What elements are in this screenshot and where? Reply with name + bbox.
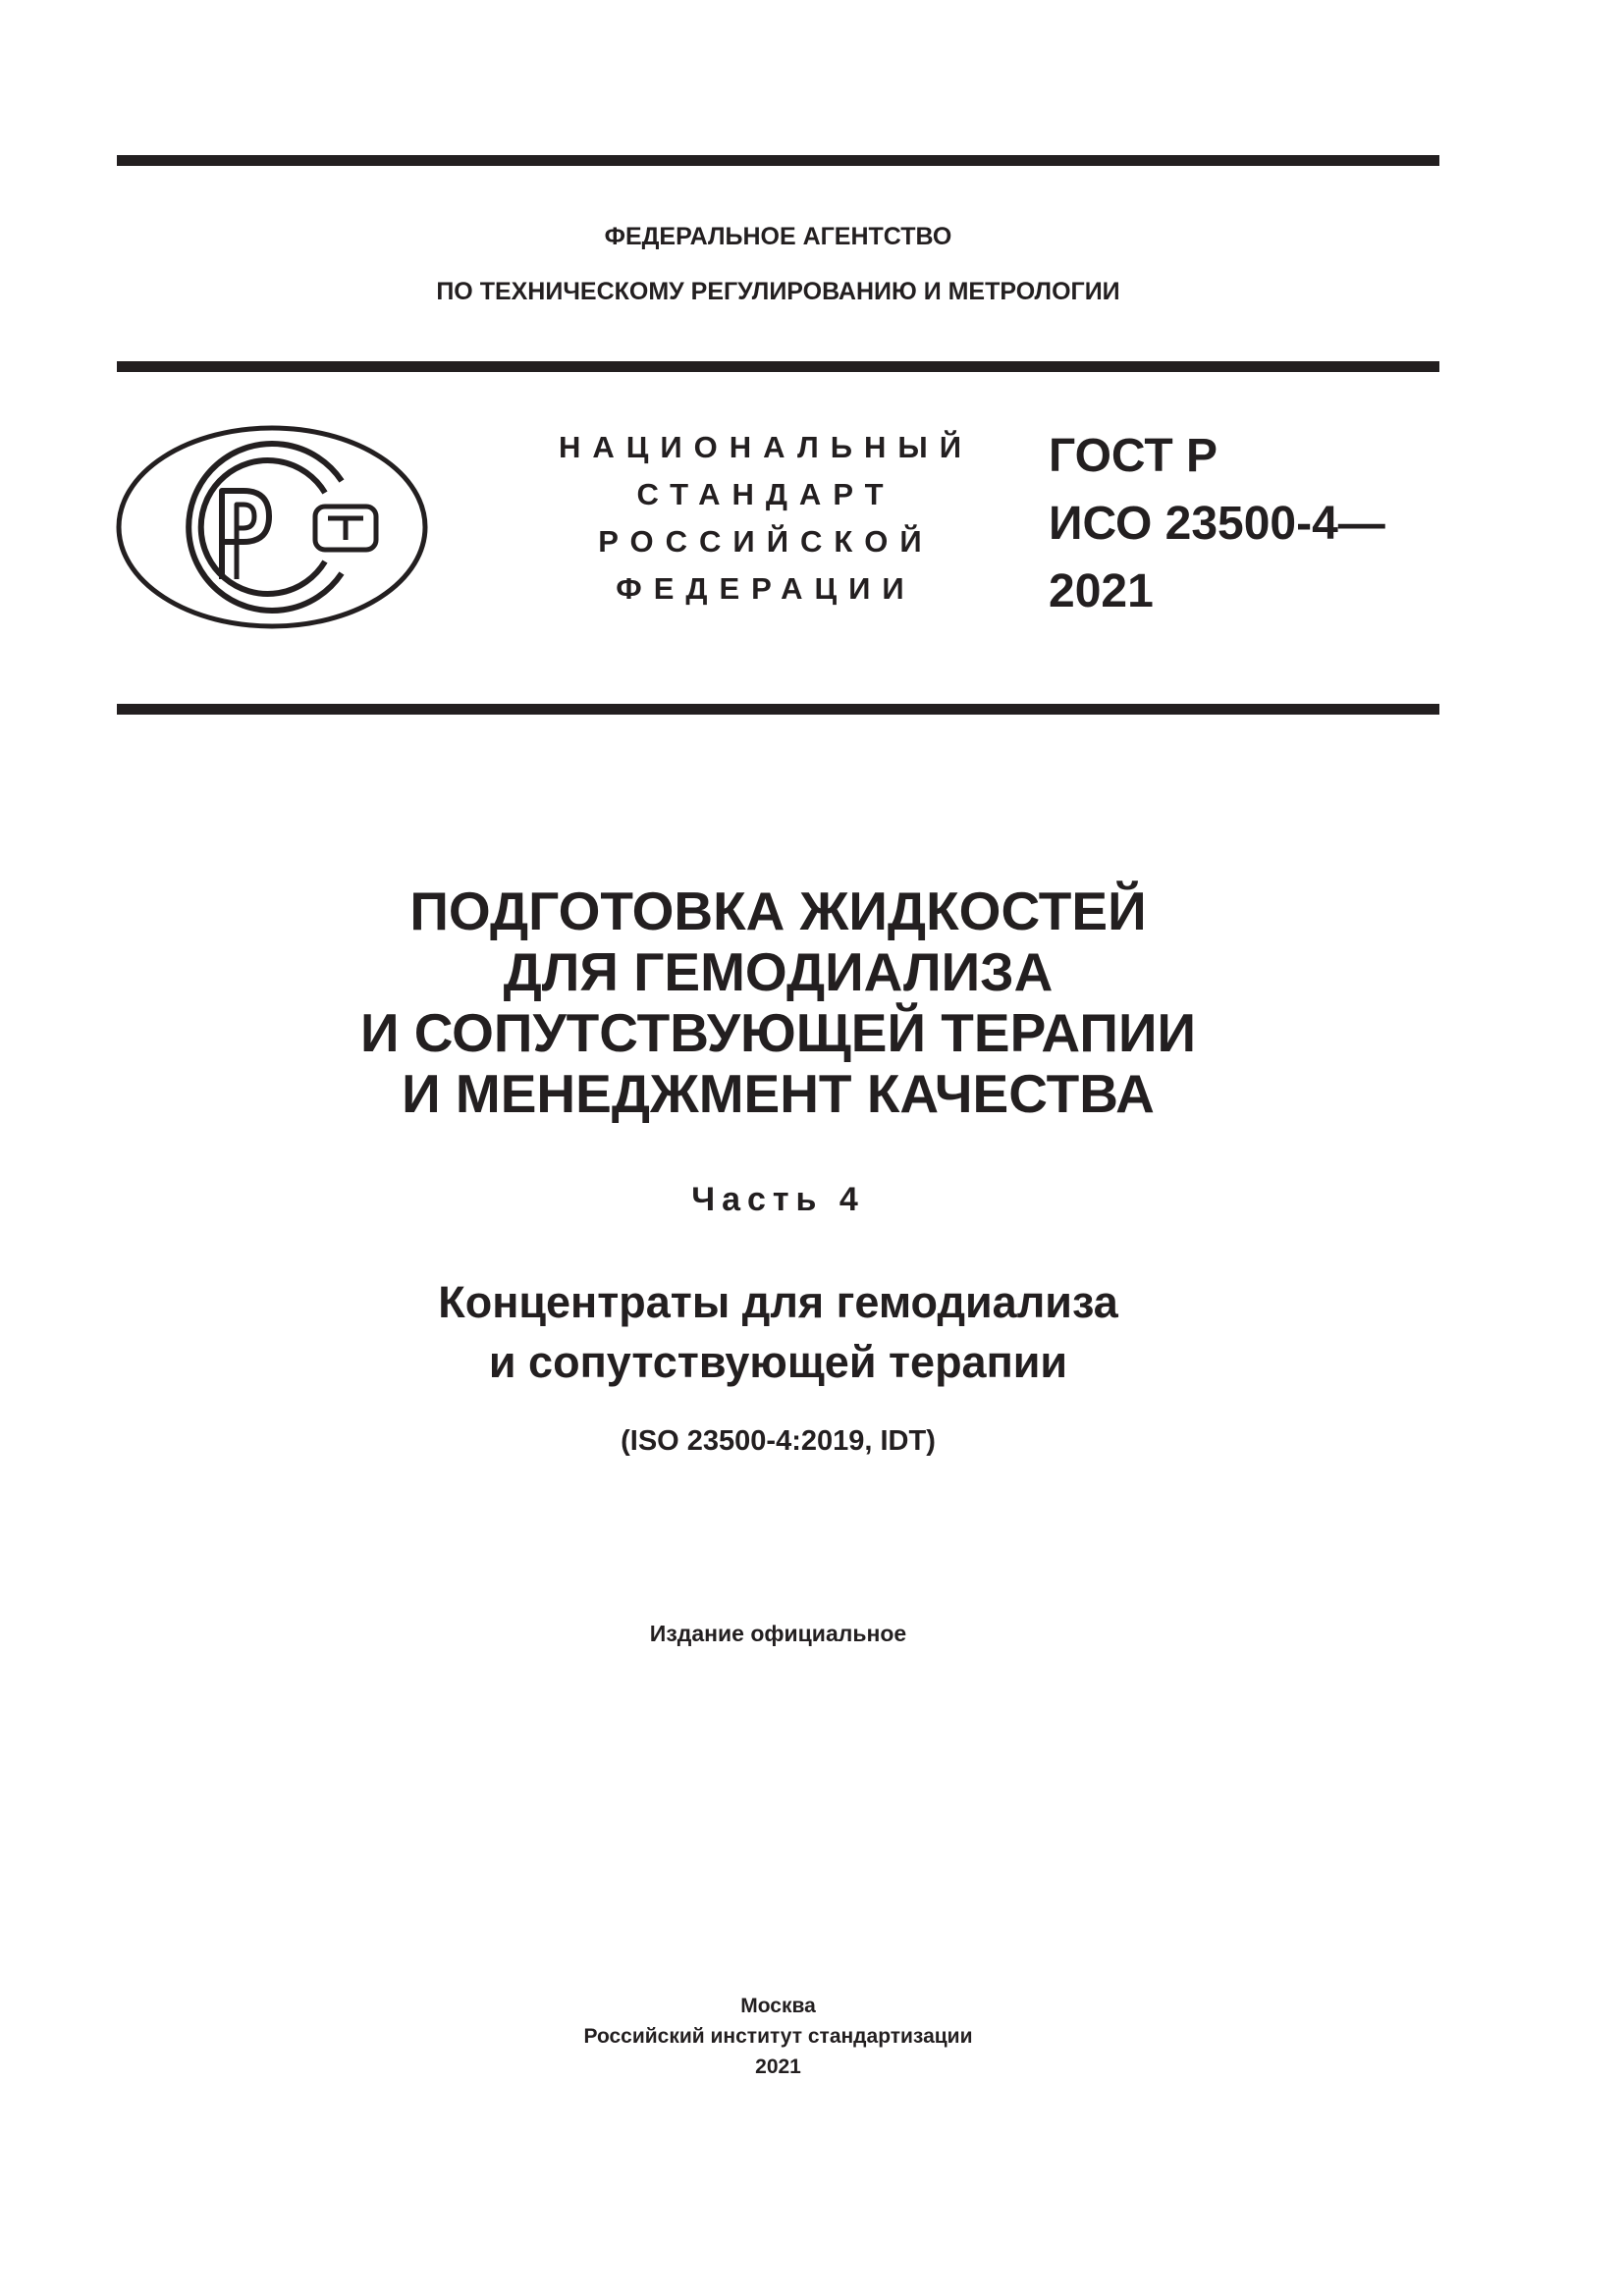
standard-type-line-2: СТАНДАРТ: [636, 477, 895, 511]
standard-type-line-4: ФЕДЕРАЦИИ: [616, 571, 916, 606]
imprint-year: 2021: [755, 2056, 801, 2078]
title-line-2: ДЛЯ ГЕМОДИАЛИЗА: [503, 941, 1054, 1002]
part-number: Часть 4: [691, 1181, 865, 1218]
title-line-1: ПОДГОТОВКА ЖИДКОСТЕЙ: [409, 881, 1147, 941]
agency-line-2: ПО ТЕХНИЧЕСКОМУ РЕГУЛИРОВАНИЮ И МЕТРОЛОГИИ: [436, 278, 1120, 305]
masthead-bottom-rule: [117, 704, 1439, 715]
imprint: [117, 1991, 1439, 2082]
agency-line-1: ФЕДЕРАЛЬНОЕ АГЕНТСТВО: [604, 223, 952, 250]
designation-line-3: 2021: [1049, 565, 1154, 617]
iso-reference: (ISO 23500-4:2019, IDT): [621, 1425, 936, 1457]
subtitle-line-1: Концентраты для гемодиализа: [438, 1277, 1118, 1327]
document-title: [117, 881, 1439, 1124]
header-divider: [117, 361, 1439, 372]
standard-designation: [1049, 422, 1385, 625]
designation-line-2: ИСО 23500-4—: [1049, 498, 1385, 550]
imprint-publisher: Российский институт стандартизации: [583, 2025, 973, 2048]
rst-emblem-icon: [114, 424, 430, 635]
imprint-city: Москва: [740, 1995, 816, 2017]
standard-type-line-3: РОССИЙСКОЙ: [598, 524, 934, 559]
standard-type: [511, 424, 1021, 613]
standard-type-line-1: НАЦИОНАЛЬНЫЙ: [558, 430, 974, 464]
edition-note: Издание официальное: [649, 1621, 907, 1646]
top-rule: [117, 155, 1439, 166]
title-line-4: И МЕНЕДЖМЕНТ КАЧЕСТВА: [402, 1063, 1155, 1124]
designation-line-1: ГОСТ Р: [1049, 430, 1218, 482]
title-line-3: И СОПУТСТВУЮЩЕЙ ТЕРАПИИ: [359, 1002, 1197, 1063]
subtitle-line-2: и сопутствующей терапии: [488, 1337, 1068, 1387]
part-title: [117, 1272, 1439, 1392]
